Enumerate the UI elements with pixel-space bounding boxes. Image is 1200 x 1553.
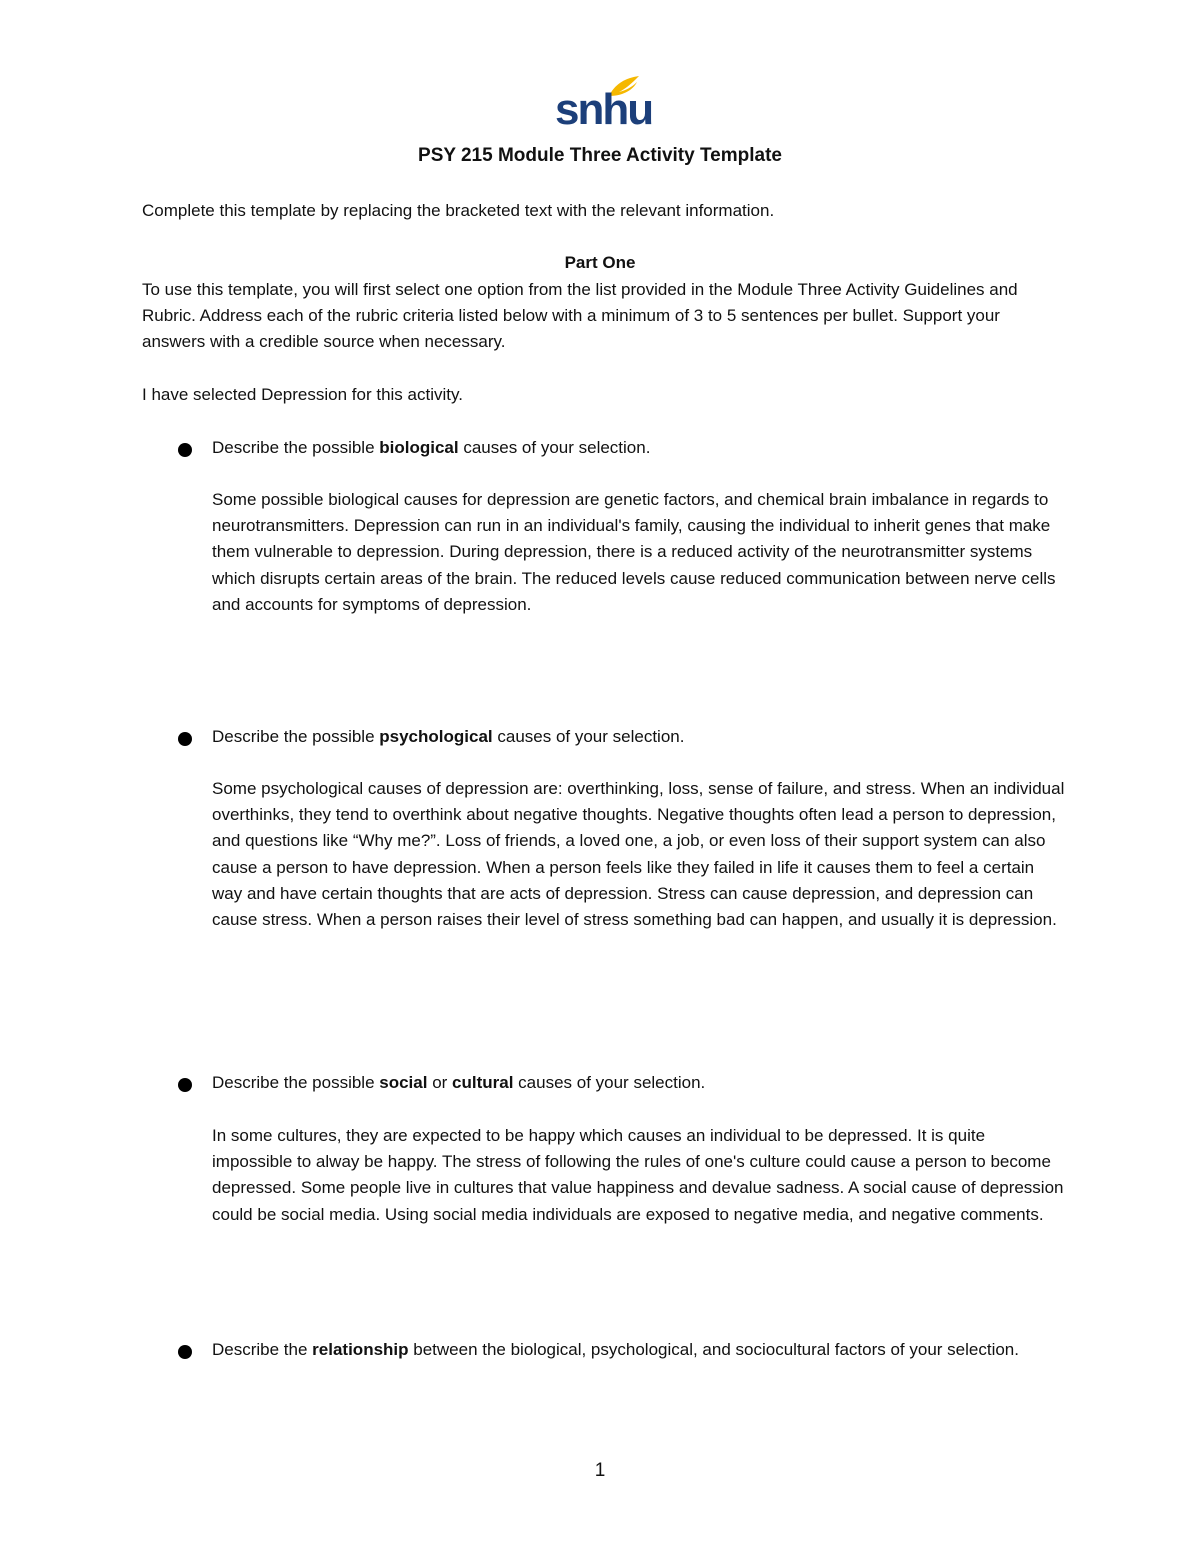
bullet-dot-icon bbox=[178, 1345, 192, 1359]
bullet-prompt: Describe the relationship between the biological, psychological, and sociocultural factors of your selection. bbox=[212, 1340, 1019, 1359]
intro-paragraph: Complete this template by replacing the bracketed text with the relevant information. bbox=[142, 201, 775, 220]
bullet-prompt: Describe the possible social or cultural causes of your selection. bbox=[212, 1073, 706, 1092]
bullet-prompt: Describe the possible biological causes of your selection. bbox=[212, 438, 651, 457]
logo-wordmark: snhu bbox=[555, 85, 653, 134]
part-one-description: To use this template, you will first select one option from the list provided in the Module Three Activity Guidelines and Rubric. Address each of the rubric criteria listed below with a minimum of 3 to 5 sentences per bullet. Support your answers with a credible source when necessary. bbox=[142, 280, 1018, 352]
bullet-answer: In some cultures, they are expected to be happy which causes an individual to be depressed. It is quite impossible to alway be happy. The stress of following the rules of one's culture could cause a person to become depressed. Some people live in cultures that value happiness and devalue sadness. A social cause of depression could be social media. Using social media individuals are exposed to negative media, and negative comments. bbox=[212, 1126, 1064, 1224]
bullet-answer: Some possible biological causes for depression are genetic factors, and chemical brain imbalance in regards to neurotransmitters. Depression can run in an individual's family, causing the individual to inherit genes that make them vulnerable to depression. During depression, there is a reduced activity of the neurotransmitter systems which disrupts certain areas of the brain. The reduced levels cause reduced communication between nerve cells and accounts for symptoms of depression. bbox=[212, 490, 1056, 614]
document-title: PSY 215 Module Three Activity Template bbox=[418, 145, 782, 166]
bullet-dot-icon bbox=[178, 443, 192, 457]
selection-statement: I have selected Depression for this activity. bbox=[142, 385, 463, 404]
page-number: 1 bbox=[594, 1460, 606, 1481]
part-one-heading: Part One bbox=[564, 253, 636, 272]
bullet-dot-icon bbox=[178, 732, 192, 746]
snhu-logo bbox=[555, 74, 653, 134]
bullet-dot-icon bbox=[178, 1078, 192, 1092]
bullet-answer: Some psychological causes of depression are: overthinking, loss, sense of failure, and stress. When an individual overthinks, they tend to overthink about negative thoughts. Negative thoughts often lead a person to depression, and questions like “Why me?”. Loss of friends, a loved one, a job, or even loss of their support system can also cause a person to have depression. When a person feels like they failed in life it causes them to feel a certain way and have certain thoughts that are acts of depression. Stress can cause depression, and depression can cause stress. When a person raises their level of stress something bad can happen, and usually it is depression. bbox=[212, 779, 1065, 930]
bullet-prompt: Describe the possible psychological causes of your selection. bbox=[212, 727, 685, 746]
